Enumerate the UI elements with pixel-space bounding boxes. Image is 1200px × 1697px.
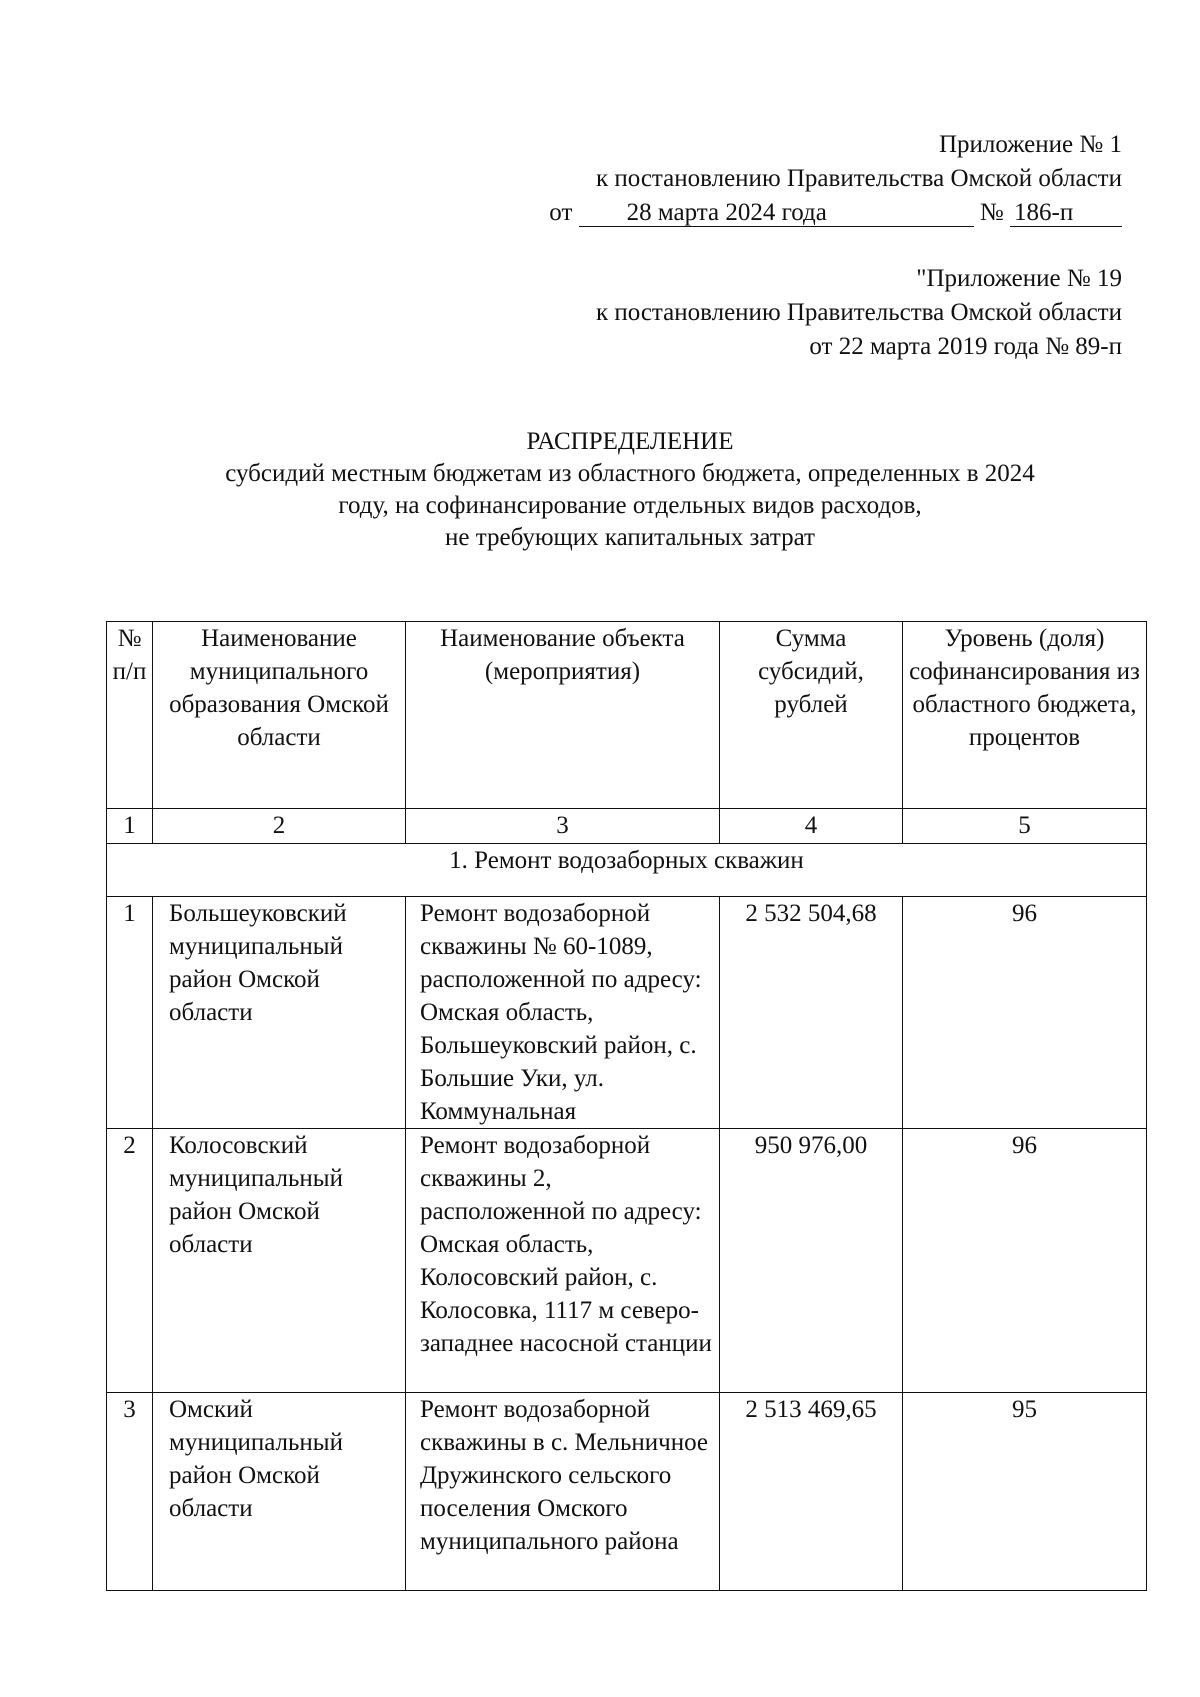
- appendix-resolution-number: 186-п: [1010, 200, 1122, 227]
- row-level: 96: [903, 897, 1147, 1129]
- row-sum: 950 976,00: [720, 1129, 903, 1393]
- header-number: № п/п: [107, 622, 153, 809]
- column-number: 3: [406, 809, 720, 844]
- title-line-1: субсидий местным бюджетам из областного бюджета, определенных в 2024: [225, 460, 1035, 487]
- section-row: [107, 844, 1147, 897]
- appendix-resolution: к постановлению Правительства Омской области: [595, 165, 1122, 192]
- title-line-2: году, на софинансирование отдельных видов расходов,: [338, 492, 922, 519]
- previous-appendix-resolution: к постановлению Правительства Омской области: [595, 299, 1122, 326]
- header-object: Наименование объекта (мероприятия): [406, 622, 720, 809]
- document-title: [120, 426, 1140, 554]
- row-sum: 2 513 469,65: [720, 1393, 903, 1591]
- column-number: 5: [903, 809, 1147, 844]
- row-municipality: Большеуковский муниципальный район Омской области: [153, 897, 406, 1129]
- table-row: [107, 897, 1147, 1129]
- section-title: 1. Ремонт водозаборных скважин: [107, 844, 1147, 897]
- header-municipality: Наименование муниципального образования Омской области: [153, 622, 406, 809]
- appendix-number: Приложение № 1: [938, 131, 1122, 158]
- row-level: 96: [903, 1129, 1147, 1393]
- column-number-row: [107, 809, 1147, 844]
- table-row: [107, 1129, 1147, 1393]
- header-sum: Сумма субсидий, рублей: [720, 622, 903, 809]
- previous-appendix-date: от 22 марта 2019 года № 89-п: [809, 333, 1122, 360]
- row-number: 2: [107, 1129, 153, 1393]
- table-header-row: [107, 622, 1147, 809]
- row-level: 95: [903, 1393, 1147, 1591]
- appendix-date: 28 марта 2024 года: [579, 200, 974, 227]
- row-object: Ремонт водозаборной скважины в с. Мельничное Дружинского сельского поселения Омского муниципального района: [406, 1393, 720, 1591]
- previous-appendix-header: [596, 262, 1122, 364]
- appendix-header: [549, 128, 1122, 230]
- row-object: Ремонт водозаборной скважины 2, расположенной по адресу: Омская область, Колосовский район, с. Колосовка, 1117 м северо-западнее насосной станции: [406, 1129, 720, 1393]
- table-row: [107, 1393, 1147, 1591]
- row-number: 1: [107, 897, 153, 1129]
- row-municipality: Колосовский муниципальный район Омской области: [153, 1129, 406, 1393]
- title-heading: РАСПРЕДЕЛЕНИЕ: [526, 428, 734, 455]
- header-level: Уровень (доля) софинансирования из областного бюджета, процентов: [903, 622, 1147, 809]
- appendix-date-line: [549, 196, 1122, 230]
- column-number: 2: [153, 809, 406, 844]
- previous-appendix-number: "Приложение № 19: [916, 265, 1122, 292]
- appendix-number-label: №: [979, 199, 1004, 226]
- column-number: 4: [720, 809, 903, 844]
- row-municipality: Омский муниципальный район Омской области: [153, 1393, 406, 1591]
- row-number: 3: [107, 1393, 153, 1591]
- column-number: 1: [107, 809, 153, 844]
- title-line-3: не требующих капитальных затрат: [445, 524, 815, 551]
- row-object: Ремонт водозаборной скважины № 60-1089, расположенной по адресу: Омская область, Большеуковский район, с. Большие Уки, ул. Коммунальная: [406, 897, 720, 1129]
- row-sum: 2 532 504,68: [720, 897, 903, 1129]
- appendix-from-label: от: [549, 199, 573, 226]
- subsidy-table: [106, 621, 1147, 1591]
